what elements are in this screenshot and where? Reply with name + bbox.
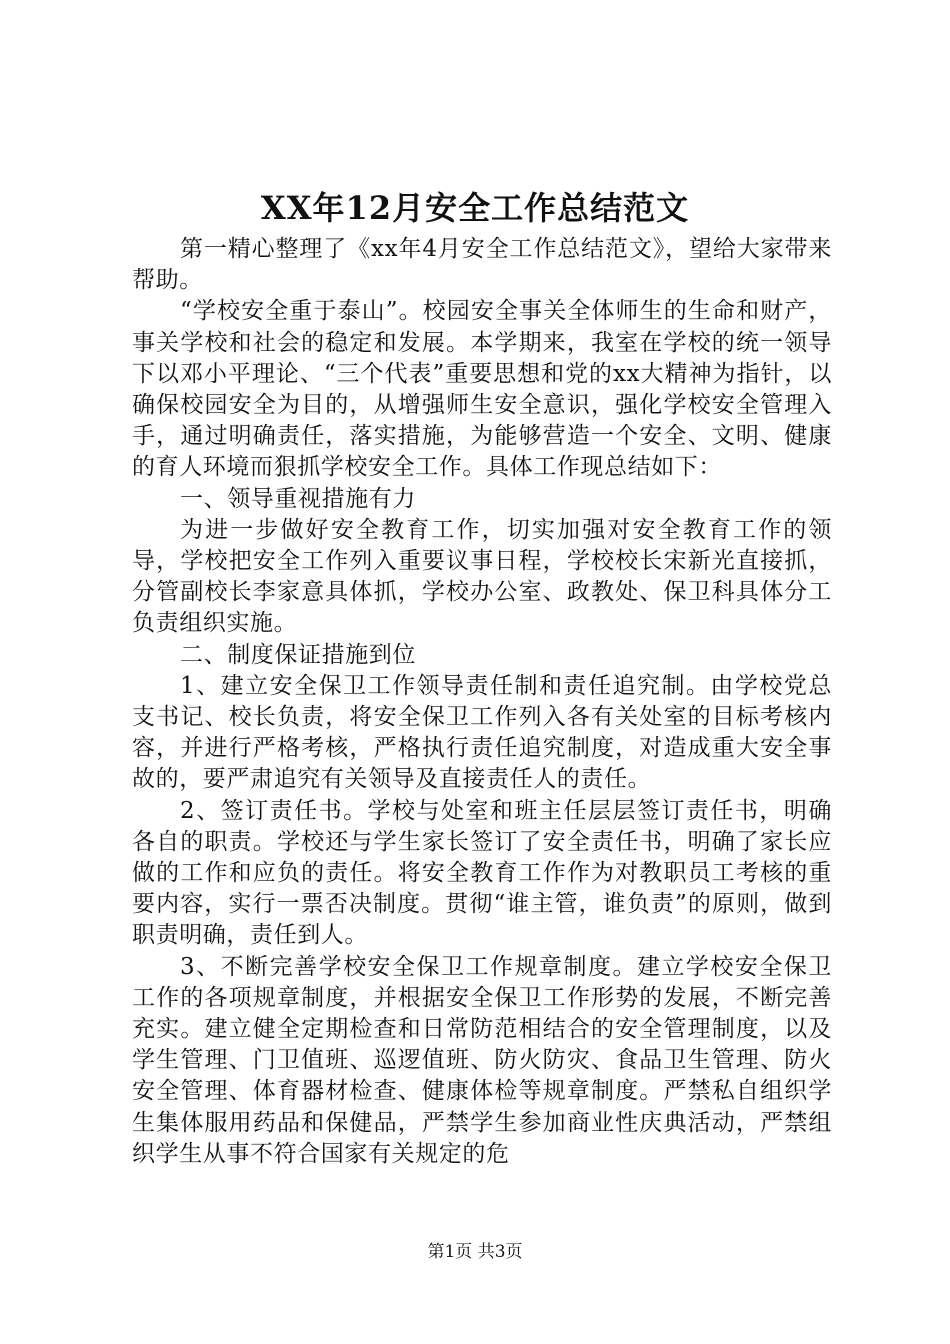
paragraph-leadership: 为进一步做好安全教育工作，切实加强对安全教育工作的领导，学校把安全工作列入重要议事日程，学校校长宋新光直接抓，分管副校长李家意具体抓，学校办公室、政教处、保卫科具体分工负责组织实施。	[132, 516, 832, 637]
paragraph-item-2: 2、签订责任书。学校与处室和班主任层层签订责任书，明确各自的职责。学校还与学生家长签订了安全责任书，明确了家长应做的工作和应负的责任。将安全教育工作作为对教职员工考核的重要内容，实行一票否决制度。贯彻“谁主管，谁负责”的原则，做到职责明确，责任到人。	[132, 797, 832, 949]
page-indicator: 第1页 共3页	[427, 1242, 523, 1262]
paragraph-overview: “学校安全重于泰山”。校园安全事关全体师生的生命和财产，事关学校和社会的稳定和发展。本学期来，我室在学校的统一领导下以邓小平理论、“三个代表”重要思想和党的xx大精神为指针，以确保校园安全为目的，从增强师生安全意识，强化学校安全管理入手，通过明确责任，落实措施，为能够营造一个安全、文明、健康的育人环境而狠抓学校安全工作。具体工作现总结如下：	[132, 298, 832, 481]
paragraph-intro: 第一精心整理了《xx年4月安全工作总结范文》，望给大家带来帮助。	[132, 236, 832, 294]
paragraph-item-1: 1、建立安全保卫工作领导责任制和责任追究制。由学校党总支书记、校长负责，将安全保卫工作列入各有关处室的目标考核内容，并进行严格考核，严格执行责任追究制度，对造成重大安全事故的，要严肃追究有关领导及直接责任人的责任。	[132, 672, 832, 793]
paragraph-item-3: 3、不断完善学校安全保卫工作规章制度。建立学校安全保卫工作的各项规章制度，并根据安全保卫工作形势的发展，不断完善充实。建立健全定期检查和日常防范相结合的安全管理制度，以及学生管理、门卫值班、巡逻值班、防火防灾、食品卫生管理、防火安全管理、体育器材检查、健康体检等规章制度。严禁私自组织学生集体服用药品和保健品，严禁学生参加商业性庆典活动，严禁组织学生从事不符合国家有关规定的危	[132, 953, 832, 1167]
document-body	[132, 234, 832, 1170]
section-heading-2: 二、制度保证措施到位	[180, 641, 416, 668]
document-title: XX年12月安全工作总结范文	[260, 189, 690, 227]
section-heading-1: 一、领导重视措施有力	[180, 485, 416, 512]
